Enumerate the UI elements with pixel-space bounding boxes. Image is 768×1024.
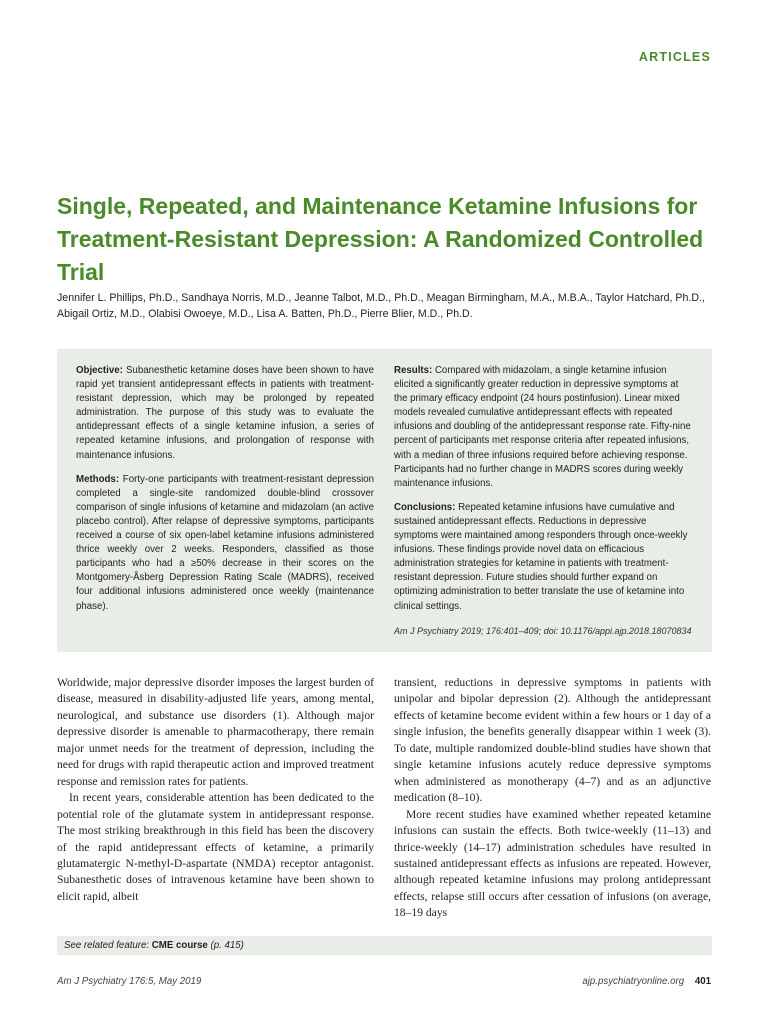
conclusions-text: Repeated ketamine infusions have cumulative and sustained antidepressant effects. Reductions in depressive symptoms were maintained among responders through once-weekly infusions. These findings provide novel data on efficacious administration strategies for ketamine in patients with treatment-resistant depression. Future studies should further expand on optimizing administration to better translate the use of ketamine into clinical settings. (394, 501, 688, 612)
abstract-results (394, 364, 692, 491)
abstract-right-column (394, 364, 692, 648)
results-label: Results: (394, 365, 433, 376)
conclusions-label: Conclusions: (394, 501, 456, 513)
section-label: ARTICLES (638, 50, 711, 64)
related-prefix: See related feature: (64, 940, 150, 951)
abstract-left-column (76, 364, 374, 624)
abstract-methods (76, 473, 374, 614)
footer-url[interactable]: ajp.psychiatryonline.org (582, 976, 685, 987)
article-citation: Am J Psychiatry 2019; 176:401–409; doi: 10.1176/appi.ajp.2018.18070834 (394, 625, 692, 636)
methods-text: Forty-one participants with treatment-resistant depression completed a single-site randomized double-blind crossover comparison of single infusions of ketamine and midazolam (an active placebo control). After relapse of depressive symptoms, participants received a course of six open-label ketamine infusions administered thrice weekly over 2 weeks. Responders, classified as those participants who had a ≥50% decrease in their scores on the Montgomery-Åsberg Depression Rating Scale (MADRS), received four additional infusions administered once weekly (maintenance phase). (76, 473, 374, 612)
footer-journal: Am J Psychiatry 176:5, May 2019 (57, 976, 202, 987)
results-text: Compared with midazolam, a single ketamine infusion elicited a significantly greater reduction in depressive symptoms at the primary efficacy endpoint (24 hours postinfusion). Linear mixed models revealed cumulative antidepressant effects with repeated infusions and doubling of the antidepressant response rate. Fifty-nine percent of participants met response criteria after repeated infusions, with a median of three infusions required before achieving response. Participants had no further change in MADRS scores during weekly maintenance infusions. (394, 365, 691, 489)
abstract-conclusions (394, 501, 692, 614)
body-right-column (394, 675, 711, 922)
objective-text: Subanesthetic ketamine doses have been shown to have rapid yet transient antidepressant effects in patients with treatment-resistant depression, which may be prolonged by repeated administration. The purpose of this study was to evaluate the antidepressant effects of a single ketamine infusion, a series of repeated ketamine infusions, and prolongation of response with maintenance infusions. (76, 365, 374, 461)
cme-course-link[interactable]: CME course (151, 940, 208, 951)
body-paragraph: Worldwide, major depressive disorder imposes the largest burden of disease, measured in disability-adjusted life years, among mental, neurological, and substance use disorders (1). Although major depressive disorder is amenable to pharmacotherapy, there remain major unmet needs for the treatment of depression, including the need for drugs with rapid therapeutic action and improved treatment response and remission rates for patients. (57, 676, 374, 788)
page-number: 401 (694, 976, 711, 987)
footer-right (582, 976, 711, 987)
objective-label: Objective: (76, 365, 123, 376)
methods-label: Methods: (76, 473, 120, 485)
body-left-column (57, 675, 374, 905)
body-paragraph: More recent studies have examined whether repeated ketamine infusions can sustain the effects. Both twice-weekly (11–13) and thrice-weekly (14–17) administration schedules have resulted in sustained antidepressant effects as infusions are repeated. However, although repeated ketamine infusions may prolong antidepressant effects, relapse still occurs after cessation of infusions (on average, 18–19 days (394, 807, 711, 920)
body-paragraph: In recent years, considerable attention has been dedicated to the potential role of the glutamate system in antidepressant response. The most striking breakthrough in this field has been the discovery of the rapid antidepressant effects of ketamine, a primarily glutamatergic N-methyl-D-aspartate (NMDA) receptor antagonist. Subanesthetic doses of intravenous ketamine have been shown to elicit rapid, albeit (57, 791, 374, 903)
abstract-box (57, 349, 712, 652)
article-title: Single, Repeated, and Maintenance Ketamine Infusions for Treatment-Resistant Depression: A Randomized Controlled Trial (57, 193, 704, 285)
related-feature-bar (57, 936, 712, 955)
abstract-objective (76, 364, 374, 463)
author-list: Jennifer L. Phillips, Ph.D., Sandhaya Norris, M.D., Jeanne Talbot, M.D., Ph.D., Meagan Birmingham, M.A., M.B.A., Taylor Hatchard, Ph.D., Abigail Ortiz, M.D., Olabisi Owoeye, M.D., Lisa A. Batten, Ph.D., Pierre Blier, M.D., Ph.D. (57, 292, 705, 320)
related-page: (p. 415) (210, 940, 244, 951)
body-paragraph: transient, reductions in depressive symptoms in patients with unipolar and bipolar depression (2). Although the antidepressant effects of ketamine become evident within a few hours or 1 day of a single infusion, the benefits generally disappear within 1 week (3). To date, multiple randomized double-blind studies have shown that single ketamine infusions acutely reduce depressive symptoms when administered as monotherapy (4–7) and as an adjunctive medication (8–10). (394, 676, 711, 805)
